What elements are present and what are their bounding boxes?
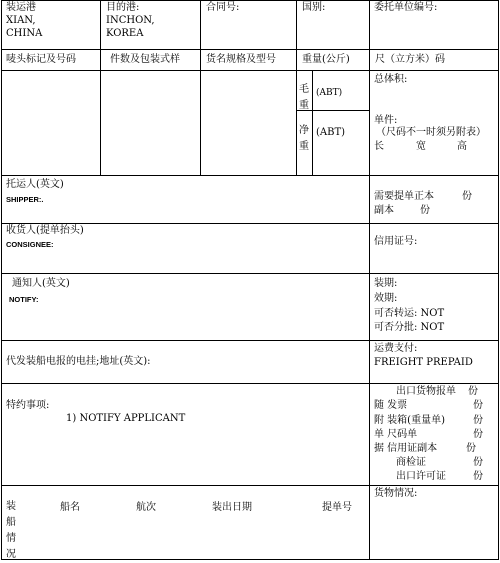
divider-col-2 <box>200 0 201 175</box>
entrust-number-label: 委托单位编号: <box>374 2 438 13</box>
port-of-loading-label: 装运港 <box>6 2 36 13</box>
divider-col-3 <box>296 0 297 175</box>
doc-item-packing-list: 附 装箱(重量单) <box>374 415 445 426</box>
total-volume-label: 总体积: <box>374 74 408 85</box>
shipment-period-label: 装期: <box>374 278 398 289</box>
destination-country: KOREA <box>106 28 144 39</box>
doc-item-invoice: 随 发票 <box>374 400 408 411</box>
width-label: 宽 <box>416 141 426 152</box>
bl-original-label: 需要提单正本 <box>374 191 434 202</box>
divider-goods-bottom <box>1 175 499 176</box>
contract-number-label: 合同号: <box>206 2 240 13</box>
agent-address-label: 代发装船电报的电挂;地址(英文): <box>6 356 151 367</box>
doc-unit-2: 份 <box>473 400 483 411</box>
consignee-label: 收货人(提单抬头) <box>6 225 84 236</box>
divider-col-1 <box>100 0 101 175</box>
divider-agent-bottom <box>1 383 499 384</box>
divider-top-row <box>1 49 499 50</box>
bl-copy-label: 副本 <box>374 205 394 216</box>
special-terms-label: 特约事项: <box>6 400 50 411</box>
notify-label: 通知人(英文) <box>12 278 70 289</box>
country-label: 国别: <box>302 2 326 13</box>
doc-unit-5: 份 <box>466 443 476 454</box>
divider-col-4 <box>369 0 370 560</box>
doc-unit-3: 份 <box>473 415 483 426</box>
packages-header: 件数及包装式样 <box>110 54 180 65</box>
net-weight-label: 净重 <box>299 125 309 152</box>
freight-payment-value: FREIGHT PREPAID <box>374 357 473 368</box>
gross-weight-abt: (ABT) <box>316 88 343 98</box>
port-of-loading-value: XIAN, <box>6 15 36 26</box>
divider-special-bottom <box>1 485 499 486</box>
freight-payment-label: 运费支付: <box>374 343 418 354</box>
consignee-value: CONSIGNEE: <box>6 240 54 249</box>
net-weight-abt: (ABT) <box>316 127 346 138</box>
unit-size-label: 单件: <box>374 115 398 126</box>
shipping-status-vertical-label: 装船情况 <box>6 501 16 560</box>
divider-notify-bottom <box>1 340 499 341</box>
marks-header: 唛头标记及号码 <box>6 54 76 65</box>
height-label: 高 <box>457 141 467 152</box>
bl-original-unit: 份 <box>462 191 472 202</box>
divider-consignee-bottom <box>1 273 499 274</box>
doc-unit-1: 份 <box>468 386 478 397</box>
doc-item-export-license: 出口许可证 <box>396 471 446 482</box>
shipper-label: 托运人(英文) <box>6 179 64 190</box>
border-left <box>1 0 2 560</box>
bl-copy-unit: 份 <box>420 205 430 216</box>
border-right <box>498 0 499 560</box>
vessel-name-label: 船名 <box>60 502 80 513</box>
doc-unit-7: 份 <box>473 471 483 482</box>
size-header: 尺（立方米）码 <box>375 54 445 65</box>
weight-header: 重量(公斤) <box>302 54 350 65</box>
partial-shipment-label: 可否分批: NOT <box>374 322 445 333</box>
validity-label: 效期: <box>374 293 398 304</box>
doc-item-export-declaration: 出口货物报单 <box>396 386 456 397</box>
bl-number-label: 提单号 <box>322 502 352 513</box>
doc-unit-4: 份 <box>473 429 483 440</box>
port-of-loading-country: CHINA <box>6 28 43 39</box>
destination-value: INCHON, <box>106 15 155 26</box>
doc-item-measurement: 单 尺码单 <box>374 429 418 440</box>
shipping-date-label: 装出日期 <box>212 502 252 513</box>
voyage-label: 航次 <box>136 502 156 513</box>
divider-shipper-bottom <box>1 223 499 224</box>
destination-label: 目的港: <box>106 2 140 13</box>
border-top <box>1 0 499 1</box>
doc-item-inspection: 商检证 <box>396 457 426 468</box>
transshipment-label: 可否转运: NOT <box>374 308 445 319</box>
special-terms-item: 1) NOTIFY APPLICANT <box>66 413 186 424</box>
lc-number-label: 信用证号: <box>374 236 418 247</box>
gross-weight-label: 毛重 <box>299 84 309 111</box>
doc-item-lc-copy: 据 信用证副本 <box>374 443 438 454</box>
size-note: （尺码不一时须另附表） <box>376 127 486 138</box>
divider-col-weight <box>312 70 313 175</box>
shipper-value: SHIPPER:. <box>6 195 44 204</box>
length-label: 长 <box>374 141 384 152</box>
notify-value: NOTIFY: <box>9 295 39 304</box>
cargo-status-label: 货物情况: <box>374 488 418 499</box>
divider-header-row <box>1 70 499 71</box>
goods-header: 货名规格及型号 <box>206 54 276 65</box>
doc-unit-6: 份 <box>473 457 483 468</box>
